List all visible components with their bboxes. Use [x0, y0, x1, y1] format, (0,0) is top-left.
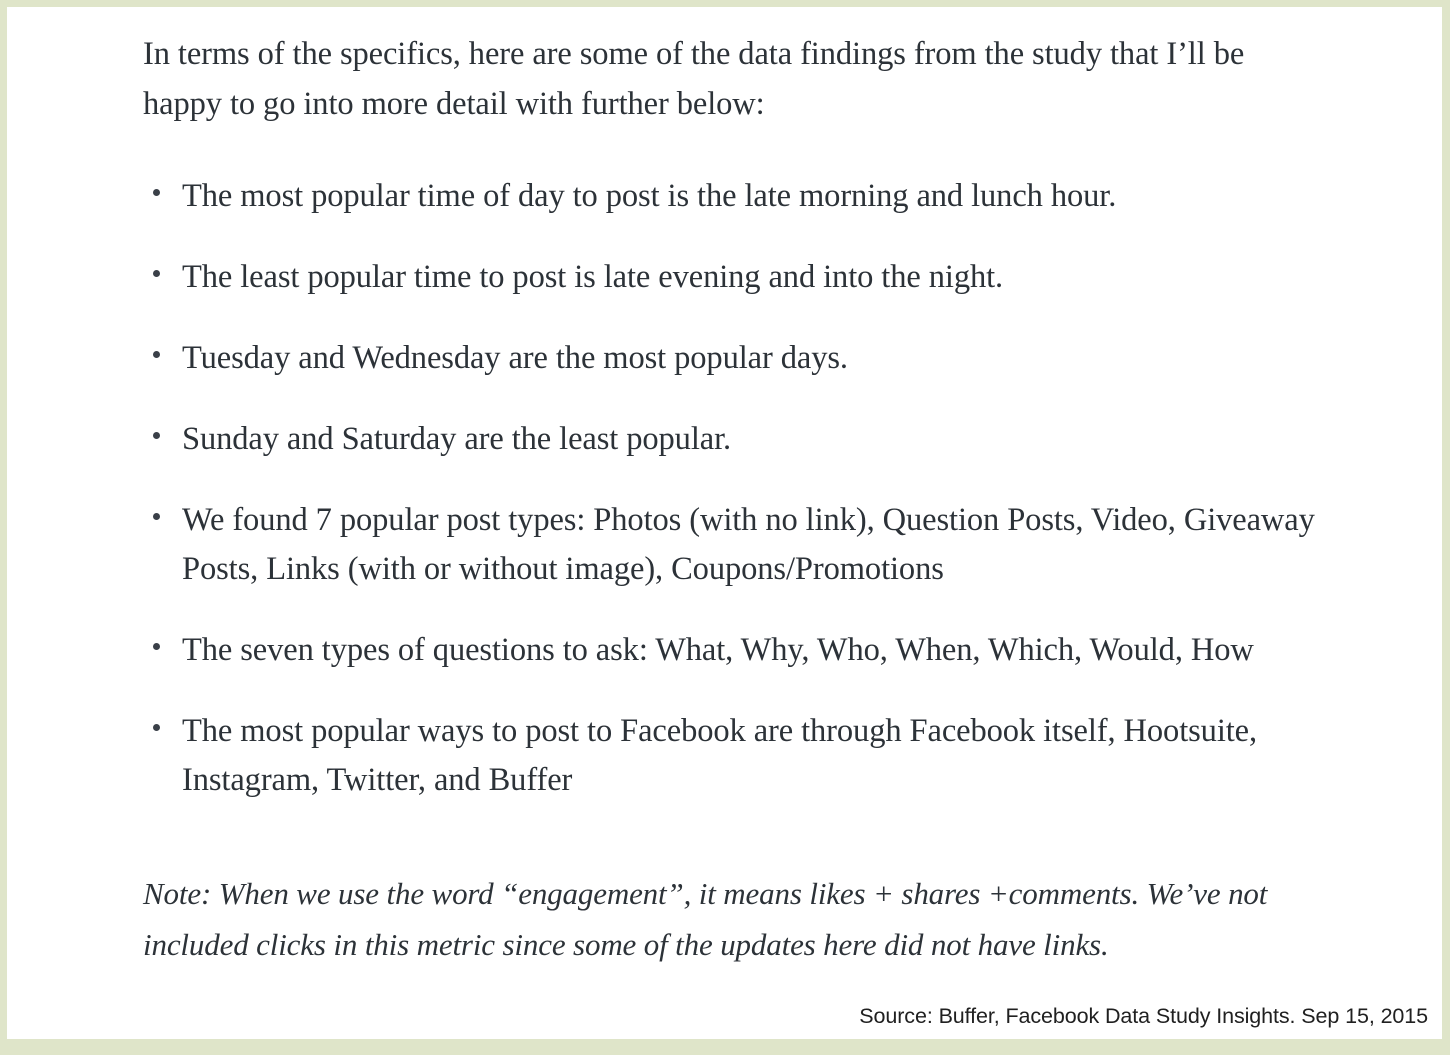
- bullet-dot-icon: [153, 270, 160, 277]
- list-item: [143, 253, 1323, 302]
- list-item: [143, 496, 1323, 594]
- intro-paragraph: In terms of the specifics, here are some of the data findings from the study that I’ll be happy to go into more detail with further below:: [143, 36, 1245, 122]
- list-item: [143, 172, 1323, 221]
- list-item-text: Tuesday and Wednesday are the most popular days.: [182, 340, 848, 376]
- list-item-text: The least popular time to post is late evening and into the night.: [182, 259, 1004, 295]
- bullet-dot-icon: [153, 189, 160, 196]
- list-item: [143, 626, 1323, 675]
- source-attribution: Source: Buffer, Facebook Data Study Insights. Sep 15, 2015: [859, 1004, 1428, 1028]
- list-item: [143, 334, 1323, 383]
- list-item: [143, 415, 1323, 464]
- list-item-text: Sunday and Saturday are the least popular.: [182, 421, 732, 457]
- bullet-dot-icon: [153, 513, 160, 520]
- document-content: [143, 29, 1430, 1039]
- bullet-dot-icon: [153, 432, 160, 439]
- list-item-text: The most popular ways to post to Facebook are through Facebook itself, Hootsuite, Instagram, Twitter, and Buffer: [182, 713, 1258, 798]
- list-item-text: The seven types of questions to ask: What, Why, Who, When, Which, Would, How: [182, 632, 1254, 668]
- bullet-dot-icon: [153, 724, 160, 731]
- list-item-text: The most popular time of day to post is the late morning and lunch hour.: [182, 178, 1117, 214]
- bullet-dot-icon: [153, 351, 160, 358]
- findings-list: [143, 172, 1430, 805]
- document-card: [7, 7, 1442, 1039]
- note-paragraph: Note: When we use the word “engagement”, it means likes + shares +comments. We’ve not included clicks in this metric since some of the updates here did not have links.: [143, 876, 1268, 962]
- bullet-dot-icon: [153, 643, 160, 650]
- list-item-text: We found 7 popular post types: Photos (with no link), Question Posts, Video, Giveaway Posts, Links (with or without image), Coupons/Promotions: [182, 502, 1315, 587]
- list-item: [143, 707, 1323, 805]
